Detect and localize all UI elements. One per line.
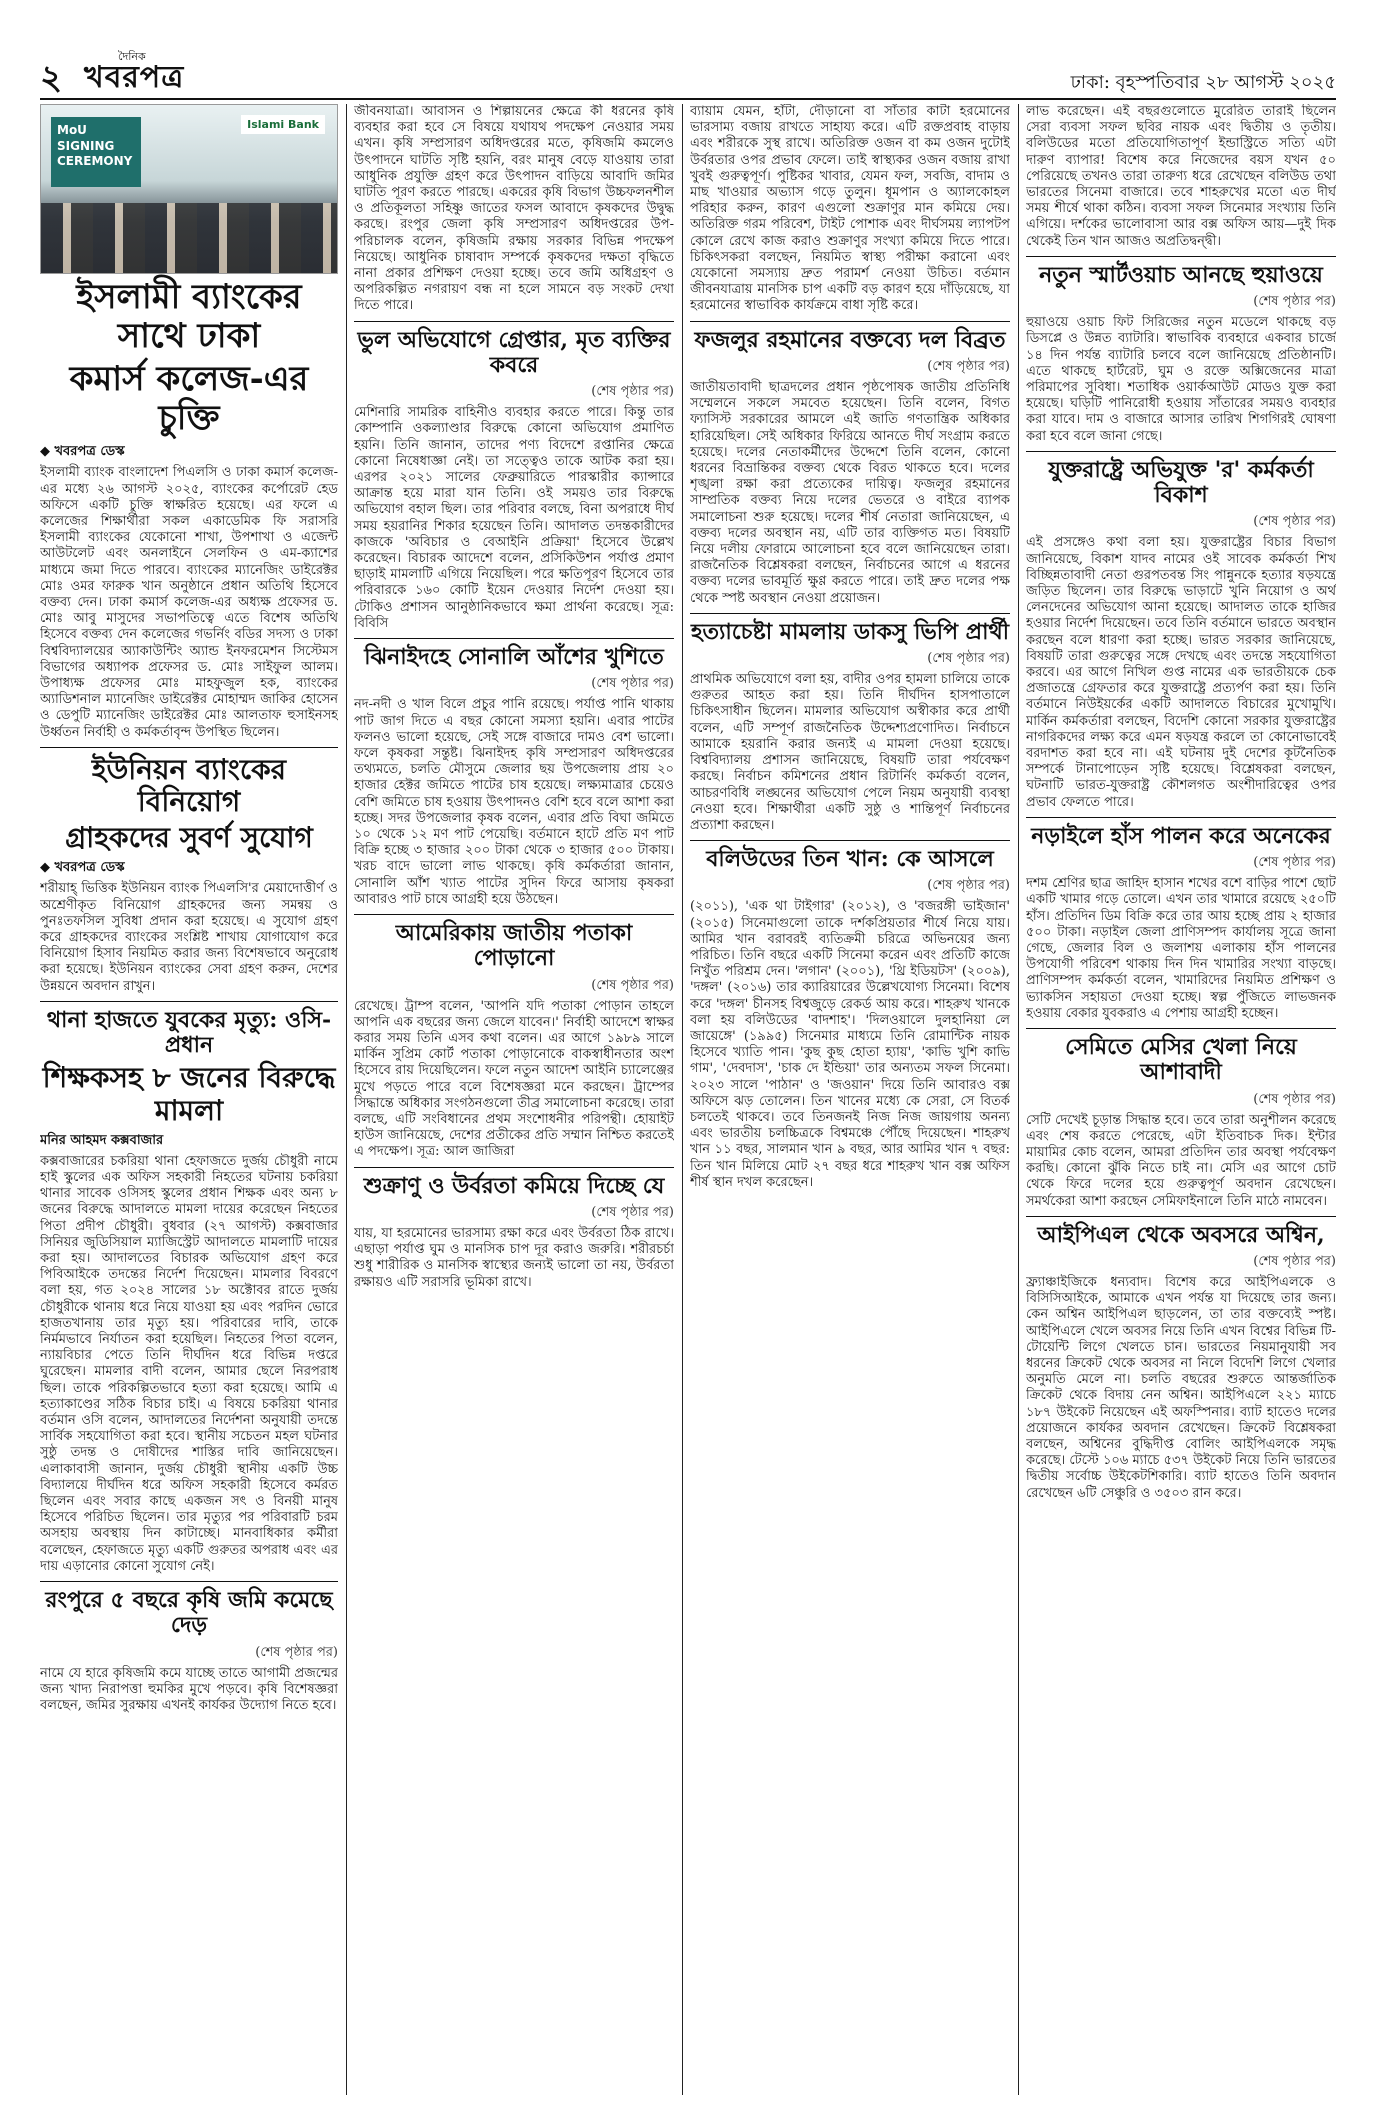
continued-jhinaidah: (শেষ পৃষ্ঠার পর): [591, 676, 674, 692]
article-body-narail: দশম শ্রেণির ছাত্র জাহিদ হাসান শখের বশে বাড়ির পাশে ছোট একটি খামার গড়ে তোলে। এখন তার খামারে রয়েছে ২৫০টি হাঁস। প্রতিদিন ডিম বিক্রি করে তার আয় হচ্ছে প্রায় ২ হাজার ৫০০ টাকা। নড়াইল জেলা প্রাণিসম্পদ কার্যালয় সূত্রে জানা গেছে, জেলার বিল ও জলাশয় এলাকায় হাঁস পালনের উপযোগী পরিবেশ থাকায় দিন দিন খামারির সংখ্যা বাড়ছে। প্রাণিসম্পদ কর্মকর্তা বলেন, খামারিদের নিয়মিত প্রশিক্ষণ ও ভ্যাকসিন সহায়তা দেওয়া হচ্ছে। স্বল্প পুঁজিতে লাভজনক হওয়ায় বেকার যুবকরাও এ পেশায় আগ্রহী হচ্ছেন।: [1026, 876, 1336, 1021]
divider: [354, 1167, 674, 1168]
continued-ashwin: (শেষ পৃষ্ঠার পর): [1253, 1254, 1336, 1270]
headline-ashwin: আইপিএল থেকে অবসরে অশ্বিন,: [1037, 1221, 1325, 1248]
continued-rangpur: (শেষ পৃষ্ঠার পর): [255, 1644, 338, 1660]
article-body-col4-top: লাভ করেছেন। এই বছরগুলোতে মুরেরিত তারাই ছিলেন সেরা ব্যবসা সফল ছবির নায়ক এবং দ্বিতীয় ও তৃতীয়। বলিউডের মতো প্রতিযোগিতাপূর্ণ ইন্ডাস্ট্রিতে সত্যি এটা দারুণ ব্যাপার! বিশেষ করে নিজেদের বয়স যখন ৫০ পেরিয়েছে তখনও তারা তারুণ্য ধরে রেখেছেন বলিউড তথা ভারতের সিনেমা বাজারে। তবে শাহরুখের মতো এত দীর্ঘ সময় শীর্ষে থাকা কঠিন। ব্যবসা সফল সিনেমার সংখ্যায় তিনি এগিয়ে। দর্শকের ভালোবাসা আর বক্স অফিস আয়—দুই দিক থেকেই তিন খান আজও অপ্রতিদ্বন্দ্বী।: [1026, 104, 1336, 249]
headline-thana-hajat-1: থানা হাজতে যুবকের মৃত্যু: ওসি-প্রধান: [46, 1006, 332, 1059]
headline-smartwatch: নতুন স্মার্টওয়াচ আনছে হুয়াওয়ে: [1039, 261, 1323, 288]
continued-bollywood: (শেষ পৃষ্ঠার পর): [927, 878, 1010, 894]
headline-union-bank-1: ইউনিয়ন ব্যাংকের বিনিয়োগ: [91, 752, 287, 819]
column-divider: [682, 104, 683, 2095]
headline-usa-raw: যুক্তরাষ্ট্রে অভিযুক্ত 'র' কর্মকর্তা বিকাশ: [1048, 456, 1314, 509]
headline-messi: সেমিতে মেসির খেলা নিয়ে আশাবাদী: [1065, 1033, 1297, 1086]
headline-bollywood: বলিউডের তিন খান: কে আসলে: [706, 846, 994, 873]
divider: [40, 747, 338, 748]
column-3: [690, 104, 1010, 2095]
headline-fazlur: ফজলুর রহমানের বক্তব্যে দল বিব্রত: [694, 326, 1006, 353]
article-body-col2-top: জীবনযাত্রা। আবাসন ও শিল্পায়নের ক্ষেত্রে কী ধরনের কৃষি ব্যবহার করা হবে সে বিষয়ে যথাযথ পদক্ষেপ নেওয়ার সময় এখন। কৃষি সম্প্রসারণ অধিদপ্তরের মতে, কৃষিজমি কমলেও উৎপাদনে ঘাটতি সৃষ্টি হয়নি, বরং মানুষ বেড়ে যাওয়ায় তারা আধুনিক প্রযুক্তি গ্রহণ করে উৎপাদন বাড়িয়ে আবাদি জমির ঘাটতি পূরণ করতে পারছে। একরের কৃষি বিভাগ উচ্চফলনশীল ও প্রতিকূলতা সহিষ্ণু জাতের ফসল আবাদে কৃষকদের উদ্বুদ্ধ করছে। রংপুর জেলা কৃষি সম্প্রসারণ অধিদপ্তরের উপ-পরিচালক বলেন, কৃষিজমি রক্ষায় সরকার বিভিন্ন পদক্ষেপ নিয়েছে। আধুনিক চাষাবাদ সম্পর্কে কৃষকদের দক্ষতা বৃদ্ধিতে নানা প্রকার প্রশিক্ষণ দেওয়া হচ্ছে। তবে জমি অধিগ্রহণ ও অপরিকল্পিত নগরায়ণ বন্ধ না হলে সামনে বড় সংকট দেখা দিতে পারে।: [354, 104, 674, 314]
headline-jhinaidah: ঝিনাইদহে সোনালি আঁশের খুশিতে: [364, 644, 664, 671]
article-body-jhinaidah: নদ-নদী ও খাল বিলে প্রচুর পানি রয়েছে। পর্যাপ্ত পানি থাকায় পাট জাগ দিতে এ বছর কোনো সমস্যা হয়নি। এবার পাটের ফলনও ভালো হয়েছে, সেই সঙ্গে বাজারে দামও বেশ ভালো। ফলে কৃষকরা সন্তুষ্ট। ঝিনাইদহ কৃষি সম্প্রসারণ অধিদপ্তরের তথ্যমতে, চলতি মৌসুমে জেলার ছয় উপজেলায় প্রায় ২০ হাজার হেক্টর জমিতে পাটের চাষ হয়েছে। লক্ষ্যমাত্রার চেয়েও বেশি জমিতে চাষ হওয়ায় উৎপাদনও বেশি হবে বলে আশা করা হচ্ছে। সদর উপজেলার কৃষক বলেন, এবার প্রতি বিঘা জমিতে ১০ থেকে ১২ মণ পাট পেয়েছি। বর্তমানে হাটে প্রতি মণ পাট বিক্রি হচ্ছে ৩ হাজার ২০০ টাকা থেকে ৩ হাজার ৫০০ টাকায়। খরচ বাদে ভালো লাভ থাকছে। কৃষি কর্মকর্তারা জানান, সোনালি আঁশ খ্যাত পাটের সুদিন ফিরে আসায় কৃষকরা আবারও পাট চাষে আগ্রহী হয়ে উঠছেন।: [354, 697, 674, 907]
article-body-america-flag: রেখেছে। ট্রাম্প বলেন, 'আপনি যদি পতাকা পোড়ান তাহলে আপনি এক বছরের জন্য জেলে যাবেন।' নির্বাহী আদেশে স্বাক্ষর করার সময় তিনি এসব কথা বলেন। এর আগে ১৯৮৯ সালে মার্কিন সুপ্রিম কোর্ট পতাকা পোড়ানোকে বাকস্বাধীনতার অংশ হিসেবে রায় দিয়েছিলেন। ফলে নতুন আদেশ আইনি চ্যালেঞ্জের মুখে পড়তে পারে বলে বিশেষজ্ঞরা মনে করছেন। ট্রাম্পের সিদ্ধান্তে অধিকার সংগঠনগুলো তীব্র সমালোচনা করেছে। তারা বলছে, এটি সংবিধানের প্রথম সংশোধনীর পরিপন্থী। হোয়াইট হাউস জানিয়েছে, দেশের প্রতীকের প্রতি সম্মান নিশ্চিত করতেই এ পদক্ষেপ। সূত্র: আল জাজিরা: [354, 998, 674, 1160]
article-body-ashwin: ফ্র্যাঞ্চাইজিকে ধন্যবাদ। বিশেষ করে আইপিএলকে ও বিসিসিআইকে, আমাকে এখন পর্যন্ত যা দিয়েছে তার জন্য। কেন অশ্বিন আইপিএল ছাড়লেন, তা তার বক্তব্যেই স্পষ্ট। আইপিএলে খেলে অবসর নিয়ে তিনি এখন বিশ্বের বিভিন্ন টি-টোয়েন্টি লিগে খেলতে চান। ভারতের নিয়মানুযায়ী সব ধরনের ক্রিকেট থেকে অবসর না নিলে বিদেশি লিগে খেলার অনুমতি মেলে না। চলতি বছরের শুরুতে আন্তর্জাতিক ক্রিকেট থেকে বিদায় নেন অশ্বিন। আইপিএলে ২২১ ম্যাচে ১৮৭ উইকেট নিয়েছেন এই অফস্পিনার। ব্যাট হাতেও দলের প্রয়োজনে কার্যকর অবদান রেখেছেন। ক্রিকেট বিশ্লেষকরা বলছেন, অশ্বিনের বুদ্ধিদীপ্ত বোলিং আইপিএলকে সমৃদ্ধ করেছে। টেস্টে ১০৬ ম্যাচে ৫৩৭ উইকেট নিয়ে তিনি ভারতের দ্বিতীয় সর্বোচ্চ উইকেটশিকারি। ব্যাট হাতেও তিনি অবদান রেখেছেন ৬টি সেঞ্চুরি ও ৩৫০৩ রান করে।: [1026, 1275, 1336, 1501]
headline-islami-bank-1: ইসলামী ব্যাংকের সাথে ঢাকা: [76, 277, 302, 357]
divider: [1026, 451, 1336, 452]
divider: [690, 840, 1010, 841]
continued-america-flag: (শেষ পৃষ্ঠার পর): [591, 977, 674, 993]
headline-islami-bank-2: কমার্স কলেজ-এর চুক্তি: [69, 359, 309, 439]
column-2: [354, 104, 674, 2095]
continued-dakshu: (শেষ পৃষ্ঠার পর): [927, 651, 1010, 667]
divider: [690, 613, 1010, 614]
dateline: ঢাকা: বৃহস্পতিবার ২৮ আগস্ট ২০২৫: [1070, 72, 1336, 93]
article-body-smartwatch: হুয়াওয়ে ওয়াচ ফিট সিরিজের নতুন মডেলে থাকছে বড় ডিসপ্লে ও উন্নত ব্যাটারি। স্বাভাবিক ব্যবহারে একবার চার্জে ১৪ দিন পর্যন্ত ব্যাটারি চলবে বলে জানিয়েছে প্রতিষ্ঠানটি। এতে থাকছে হার্টরেট, ঘুম ও রক্তে অক্সিজেনের মাত্রা পরিমাপের সুবিধা। শতাধিক ওয়ার্কআউট মোডও যুক্ত করা হয়েছে। ঘড়িটি পানিরোধী হওয়ায় সাঁতারের সময়ও ব্যবহার করা যাবে। দাম ও বাজারে আসার তারিখ শিগগিরই ঘোষণা করা হবে বলে জানা গেছে।: [1026, 315, 1336, 444]
divider: [1026, 1216, 1336, 1217]
headline-union-bank-2: গ্রাহকদের সুবর্ণ সুযোগ: [65, 821, 313, 855]
article-body-thana-hajat: কক্সবাজারের চকরিয়া থানা হেফাজতে দুর্জয় চৌধুরী নামে হাই স্কুলের এক অফিস সহকারী নিহতের ঘটনায় চকরিয়া থানার সাবেক ওসিসহ স্কুলের প্রধান শিক্ষক এবং অন্য ৮ জনের বিরুদ্ধে আদালতে মামলা দায়ের করেছেন নিহতের পিতা প্রদীপ চৌধুরী। বুধবার (২৭ আগস্ট) কক্সবাজার সিনিয়র জুডিসিয়াল ম্যাজিস্ট্রেট আদালতে মামলাটি দায়ের করা হয়। আদালতের বিচারক অভিযোগ গ্রহণ করে পিবিআইকে তদন্তের নির্দেশ দিয়েছেন। মামলার বিবরণে বলা হয়, গত ২০২৪ সালের ১৮ অক্টোবর রাতে দুর্জয় চৌধুরীকে থানায় ধরে নিয়ে যাওয়া হয় এবং পরদিন ভোরে হাজতখানায় তার মৃত্যু হয়। পরিবারের দাবি, তাকে নির্মমভাবে নির্যাতন করা হয়েছিল। নিহতের পিতা বলেন, ন্যায়বিচার পেতে তিনি দীর্ঘদিন ধরে বিভিন্ন দপ্তরে ঘুরেছেন। মামলার বাদী বলেন, আমার ছেলে নিরপরাধ ছিল। তাকে পরিকল্পিতভাবে হত্যা করা হয়েছে। আমি এ হত্যাকাণ্ডের সঠিক বিচার চাই। এ বিষয়ে চকরিয়া থানার বর্তমান ওসি বলেন, আদালতের নির্দেশনা অনুযায়ী তদন্তে সার্বিক সহযোগিতা করা হবে। স্থানীয় সচেতন মহল ঘটনার সুষ্ঠু তদন্ত ও দোষীদের শাস্তির দাবি জানিয়েছেন। এলাকাবাসী জানান, দুর্জয় চৌধুরী স্থানীয় একটি উচ্চ বিদ্যালয়ে দীর্ঘদিন ধরে অফিস সহকারী হিসেবে কর্মরত ছিলেন এবং সবার কাছে একজন সৎ ও বিনয়ী মানুষ হিসেবে পরিচিত ছিলেন। তার মৃত্যুর পর পরিবারটি চরম অসহায় অবস্থায় দিন কাটাচ্ছে। মানবাধিকার কর্মীরা বলেছেন, হেফাজতে মৃত্যু একটি গুরুতর অপরাধ এবং এর দায় এড়ানোর কোনো সুযোগ নেই।: [40, 1153, 338, 1574]
headline-america-flag: আমেরিকায় জাতীয় পতাকা পোড়ানো: [395, 920, 633, 972]
headline-vul-obhijog: ভুল অভিযোগে গ্রেপ্তার, মৃত ব্যক্তির কবরে: [357, 326, 671, 378]
photo-banner: MoU SIGNING CEREMONY: [51, 117, 141, 187]
article-body-usa-raw: এই প্রসঙ্গেও কথা বলা হয়। যুক্তরাষ্ট্রের বিচার বিভাগ জানিয়েছে, বিকাশ যাদব নামের ওই সাবেক কর্মকর্তা শিখ বিচ্ছিন্নতাবাদী নেতা গুরপতবন্ত সিং পান্নুনকে হত্যার ষড়যন্ত্রে জড়িত ছিলেন। তার বিরুদ্ধে ভাড়াটে খুনি নিয়োগ ও অর্থ লেনদেনের অভিযোগ আনা হয়েছে। আদালত তাকে হাজির হওয়ার নির্দেশ দিয়েছেন। তবে তিনি বর্তমানে ভারতে অবস্থান করছেন বলে ধারণা করা হচ্ছে। ভারত সরকার জানিয়েছে, বিষয়টি তারা গুরুত্বের সঙ্গে দেখছে এবং তদন্তে সহযোগিতা করবে। এর আগে নিখিল গুপ্ত নামের এক ভারতীয়কে চেক প্রজাতন্ত্রে গ্রেফতার করে যুক্তরাষ্ট্রে প্রত্যর্পণ করা হয়। তিনি বর্তমানে নিউইয়র্কের একটি আদালতে বিচারের মুখোমুখি। মার্কিন কর্মকর্তারা বলছেন, বিদেশি কোনো সরকার যুক্তরাষ্ট্রের নাগরিকদের লক্ষ্য করে এমন ষড়যন্ত্র করলে তা কোনোভাবেই বরদাশত করা হবে না। এই ঘটনায় দুই দেশের কূটনৈতিক সম্পর্কে টানাপোড়েন সৃষ্টি হয়েছে। বিশ্লেষকরা বলছেন, ঘটনাটি ভারত-যুক্তরাষ্ট্র কৌশলগত অংশীদারিত্বের ওপর প্রভাব ফেলতে পারে।: [1026, 535, 1336, 810]
headline-rangpur: রংপুরে ৫ বছরে কৃষি জমি কমেছে দেড়: [45, 1587, 333, 1639]
divider: [1026, 256, 1336, 257]
divider: [690, 321, 1010, 322]
headline-dakshu: হত্যাচেষ্টা মামলায় ডাকসু ভিপি প্রার্থী: [690, 618, 1010, 645]
continued-usa-raw: (শেষ পৃষ্ঠার পর): [1253, 514, 1336, 530]
continued-narail: (শেষ পৃষ্ঠার পর): [1253, 855, 1336, 871]
byline-thana-hajat: মনির আহমদ কক্সবাজার: [40, 1132, 164, 1148]
brand-prefix: দৈনিক: [118, 50, 146, 63]
newspaper-logo: খবরপত্র: [84, 60, 185, 95]
column-4: [1026, 104, 1336, 2095]
article-body-islami-bank: ইসলামী ব্যাংক বাংলাদেশ পিএলসি ও ঢাকা কমার্স কলেজ-এর মধ্যে ২৬ আগস্ট ২০২৫, ব্যাংকের কর্পোরেট হেড অফিসে একটি চুক্তি স্বাক্ষরিত হয়েছে। এর ফলে এ কলেজের শিক্ষার্থীরা সকল একাডেমিক ফি সরাসরি ইসলামী ব্যাংকের যেকোনো শাখা, উপশাখা ও এজেন্ট আউটলেট এবং অনলাইনে সেলফিন ও এম-ক্যাশের মাধ্যমে জমা দিতে পারবে। ব্যাংকের ম্যানেজিং ডাইরেক্টর মোঃ ওমর ফারুক খান অনুষ্ঠানে প্রধান অতিথি হিসেবে বক্তব্য দেন। ঢাকা কমার্স কলেজ-এর অধ্যক্ষ প্রফেসর ড. মোঃ আবু মাসুদের সভাপতিত্বে এতে বিশেষ অতিথি হিসেবে বক্তব্য দেন কলেজের গভর্নিং বডির সদস্য ও ঢাকা বিশ্ববিদ্যালয়ের অ্যাকাউন্টিং অ্যান্ড ইনফরমেশন সিস্টেমস বিভাগের অধ্যাপক প্রফেসর ড. মোঃ সাইফুল আলম। উপাধ্যক্ষ প্রফেসর মোঃ মাহফুজুল হক, ব্যাংকের অ্যাডিশনাল ম্যানেজিং ডাইরেক্টর মোহাম্মদ জাকির হোসেন ও ডেপুটি ম্যানেজিং ডাইরেক্টর মোঃ আলতাফ হুসাইনসহ উর্ধ্বতন নির্বাহী ও কর্মকর্তাবৃন্দ উপস্থিত ছিলেন।: [40, 465, 338, 740]
byline-islami-bank: ◆ খবরপত্র ডেস্ক: [40, 444, 125, 460]
continued-messi: (শেষ পৃষ্ঠার পর): [1253, 1091, 1336, 1107]
divider: [40, 1001, 338, 1002]
byline-union-bank: ◆ খবরপত্র ডেস্ক: [40, 860, 125, 876]
continued-vul-obhijog: (শেষ পৃষ্ঠার পর): [591, 384, 674, 400]
column-1: [40, 104, 338, 2095]
divider: [354, 914, 674, 915]
divider: [354, 321, 674, 322]
divider: [40, 1581, 338, 1582]
article-body-vul-obhijog: মেশিনারি সামরিক বাহিনীও ব্যবহার করতে পারে। কিন্তু তার কোম্পানি ওকল্যাণ্ডার বিরুদ্ধে কোনো অভিযোগ প্রমাণিত হয়নি। তিনি জানান, তাদের পণ্য বিদেশে রপ্তানির ক্ষেত্রে কোনো নিষেধাজ্ঞা নেই। তা সত্ত্বেও তাকে আটক করা হয়। এরপর ২০২১ সালের ফেব্রুয়ারিতে পারস্কারীর ক্যান্সারে আক্রান্ত হয়ে মারা যান তিনি। ওই সময়ও তার বিরুদ্ধে অভিযোগ বহাল ছিল। তার পরিবার বলছে, বিনা অপরাধে দীর্ঘ সময় হয়রানির শিকার হয়েছেন তিনি। আদালত তদন্তকারীদের কাজকে 'অবিচার ও বেআইনি প্রক্রিয়া' হিসেবে উল্লেখ করেছেন। বিচারক আদেশে বলেন, প্রসিকিউশন পর্যাপ্ত প্রমাণ ছাড়াই মামলাটি এগিয়ে নিয়েছিল। পরে ক্ষতিপূরণ হিসেবে তার পরিবারকে ১৬০ কোটি ইয়েন দেওয়ার নির্দেশ দেওয়া হয়। টোকিও প্রশাসন আনুষ্ঠানিকভাবে ক্ষমা প্রার্থনা করেছে। সূত্র: বিবিসি: [354, 405, 674, 631]
article-body-messi: সেটি দেখেই চূড়ান্ত সিদ্ধান্ত হবে। তবে তারা অনুশীলন করেছে এবং শেষ করতে পেরেছে, এটা ইতিবাচক দিক। ইন্টার মায়ামির কোচ বলেন, আমরা প্রতিদিন তার অবস্থা পর্যবেক্ষণ করছি। কোনো ঝুঁকি নিতে চাই না। মেসি এর আগে চোট থেকে ফিরে দলের হয়ে গুরুত্বপূর্ণ অবদান রেখেছেন। সমর্থকেরা আশা করছেন সেমিফাইনালে তিনি মাঠে নামবেন।: [1026, 1112, 1336, 1209]
mou-signing-photo: [40, 104, 338, 274]
continued-shukranu: (শেষ পৃষ্ঠার পর): [591, 1204, 674, 1220]
continued-fazlur: (শেষ পৃষ্ঠার পর): [927, 358, 1010, 374]
headline-thana-hajat-2: শিক্ষকসহ ৮ জনের বিরুদ্ধে মামলা: [42, 1061, 336, 1127]
divider: [354, 638, 674, 639]
article-body-fazlur: জাতীয়তাবাদী ছাত্রদলের প্রধান পৃষ্ঠপোষক জাতীয় প্রতিনিধি সম্মেলনে সকলে সমবেত হয়েছেন। তিনি বলেন, বিগত ফ্যাসিস্ট সরকারের আমলে এই জাতি গণতান্ত্রিক অধিকার হারিয়েছিল। সেই অধিকার ফিরিয়ে আনতে দীর্ঘ সংগ্রাম করতে হয়েছে। দলের নেতাকর্মীদের উদ্দেশে তিনি বলেন, কোনো ধরনের বিভ্রান্তিকর বক্তব্য থেকে বিরত থাকতে হবে। দলের শৃঙ্খলা রক্ষা করা প্রত্যেকের দায়িত্ব। ফজলুর রহমানের সাম্প্রতিক বক্তব্য নিয়ে দলের ভেতরে ও বাইরে ব্যাপক সমালোচনা শুরু হয়েছে। দলের শীর্ষ নেতারা জানিয়েছেন, এ বক্তব্য দলের অবস্থান নয়, এটি তার ব্যক্তিগত মত। বিষয়টি নিয়ে দলীয় ফোরামে আলোচনা হবে বলে জানিয়েছেন তারা। রাজনৈতিক বিশ্লেষকরা বলছেন, নির্বাচনের আগে এ ধরনের বক্তব্য দলের ভাবমূর্তি ক্ষুণ্ণ করতে পারে। তাই দ্রুত দলের পক্ষ থেকে স্পষ্ট অবস্থান নেওয়া প্রয়োজন।: [690, 379, 1010, 606]
masthead: [40, 50, 1336, 100]
divider: [1026, 817, 1336, 818]
headline-narail: নড়াইলে হাঁস পালন করে অনেকের: [1031, 822, 1331, 849]
article-body-dakshu: প্রাথমিক অভিযোগে বলা হয়, বাদীর ওপর হামলা চালিয়ে তাকে গুরুতর আহত করা হয়। তিনি দীর্ঘদিন হাসপাতালে চিকিৎসাধীন ছিলেন। মামলার অভিযোগ অস্বীকার করে প্রার্থী বলেন, এটি সম্পূর্ণ রাজনৈতিক উদ্দেশ্যপ্রণোদিত। নির্বাচনে আমাকে হয়রানি করার জন্যই এ মামলা দেওয়া হয়েছে। বিশ্ববিদ্যালয় প্রশাসন জানিয়েছে, বিষয়টি তারা পর্যবেক্ষণ করছে। নির্বাচন কমিশনের প্রধান রিটার্নিং কর্মকর্তা বলেন, আচরণবিধি লঙ্ঘনের অভিযোগ পেলে নিয়ম অনুযায়ী ব্যবস্থা নেওয়া হবে। শিক্ষার্থীরা একটি সুষ্ঠু ও শান্তিপূর্ণ নির্বাচনের প্রত্যাশা করছেন।: [690, 672, 1010, 833]
headline-shukranu: শুক্রাণু ও উর্বরতা কমিয়ে দিচ্ছে যে: [363, 1172, 665, 1199]
divider: [1026, 1028, 1336, 1029]
column-divider: [1018, 104, 1019, 2095]
continued-smartwatch: (শেষ পৃষ্ঠার পর): [1253, 294, 1336, 310]
article-body-bollywood: (২০১১), 'এক থা টাইগার' (২০১২), ও 'বজরঙ্গী ভাইজান' (২০১৫) সিনেমাগুলো তাকে দর্শকপ্রিয়তার শীর্ষে নিয়ে যায়। আমির খান বরাবরই ব্যতিক্রমী চরিত্রে অভিনয়ের জন্য পরিচিত। তিনি বছরে একটি সিনেমা করেন এবং প্রতিটি কাজে নিখুঁত পরিশ্রম দেন। 'লগান' (২০০১), 'থ্রি ইডিয়টস' (২০০৯), 'দঙ্গল' (২০১৬) তার ক্যারিয়ারের উল্লেখযোগ্য সিনেমা। বিশেষ করে 'দঙ্গল' চীনসহ বিশ্বজুড়ে রেকর্ড আয় করে। শাহরুখ খানকে বলা হয় বলিউডের 'বাদশাহ'। 'দিলওয়ালে দুলহানিয়া লে জায়েঙ্গে' (১৯৯৫) সিনেমার মাধ্যমে তিনি রোমান্টিক নায়ক হিসেবে খ্যাতি পান। 'কুছ কুছ হোতা হ্যায়', 'কাভি খুশি কাভি গাম', 'দেবদাস', 'চাক দে ইন্ডিয়া' তার অন্যতম সফল সিনেমা। ২০২৩ সালে 'পাঠান' ও 'জওয়ান' দিয়ে তিনি আবারও বক্স অফিসে ঝড় তোলেন। তিন খানের মধ্যে কে সেরা, সে বিতর্ক চলতেই থাকবে। তবে তিনজনই নিজ নিজ জায়গায় অনন্য এবং ভারতীয় চলচ্চিত্রকে বিশ্বমঞ্চে পৌঁছে দিয়েছেন। শাহরুখ খান ১১ বছর, সালমান খান ৯ বছর, আর আমির খান ৭ বছর: তিন খান মিলিয়ে মোট ২৭ বছর ধরে শাহরুখ খান বক্স অফিস শীর্ষ স্থান দখল করেছেন।: [690, 899, 1010, 1190]
page-number: ২: [40, 58, 63, 98]
islami-bank-logo: Islami Bank: [241, 115, 325, 134]
article-body-rangpur: নামে যে হারে কৃষিজমি কমে যাচ্ছে তাতে আগামী প্রজন্মের জন্য খাদ্য নিরাপত্তা হুমকির মুখে পড়বে। কৃষি বিশেষজ্ঞরা বলছেন, জমির সুরক্ষায় এখনই কার্যকর উদ্যোগ নিতে হবে।: [40, 1665, 338, 1714]
article-body-union-bank: শরীয়াহ্ ভিত্তিক ইউনিয়ন ব্যাংক পিএলসি'র মেয়াদোত্তীর্ণ ও অশ্রেণীকৃত বিনিয়োগ গ্রাহকদের জন্য সমন্বয় ও পুনঃতফসিল সুবিধা প্রদান করা হয়েছে। এ সুযোগ গ্রহণ করে গ্রাহকদের ব্যাংকের সংশ্লিষ্ট শাখায় যোগাযোগ করে বিনিয়োগ হিসাব নিয়মিত করার জন্য বিশেষভাবে অনুরোধ করা হয়েছে। ইউনিয়ন ব্যাংকের সেবা গ্রহণ করুন, দেশের উন্নয়নে অবদান রাখুন।: [40, 881, 338, 994]
photo-people: [41, 203, 337, 273]
column-divider: [346, 104, 347, 2095]
article-body-col3-top: ব্যায়াম যেমন, হাঁটা, দৌড়ানো বা সাঁতার কাটা হরমোনের ভারসাম্য বজায় রাখতে সাহায্য করে। এটি রক্তপ্রবাহ বাড়ায় এবং শরীরকে সুস্থ রাখে। অতিরিক্ত ওজন বা কম ওজন দুটোই উর্বরতার ওপর প্রভাব ফেলে। তাই স্বাস্থ্যকর ওজন বজায় রাখা খুবই গুরুত্বপূর্ণ। পুষ্টিকর খাবার, যেমন ফল, সবজি, বাদাম ও মাছ খাওয়ার অভ্যাস গড়ে তুলুন। ধূমপান ও অ্যালকোহল পরিহার করুন, কারণ এগুলো শুক্রাণুর মান কমিয়ে দেয়। অতিরিক্ত গরম পরিবেশ, টাইট পোশাক এবং দীর্ঘসময় ল্যাপটপ কোলে রেখে কাজ করাও শুক্রাণুর সংখ্যা কমিয়ে দিতে পারে। চিকিৎসকরা বলছেন, নিয়মিত স্বাস্থ্য পরীক্ষা করানো এবং যেকোনো সমস্যায় দ্রুত পরামর্শ নেওয়া উচিত। বর্তমান জীবনযাত্রায় মানসিক চাপ একটি বড় কারণ হয়ে দাঁড়িয়েছে, যা হরমোনের স্বাভাবিক কার্যক্রমে বাধা সৃষ্টি করে।: [690, 104, 1010, 314]
article-body-shukranu: যায়, যা হরমোনের ভারসাম্য রক্ষা করে এবং উর্বরতা ঠিক রাখে। এছাড়া পর্যাপ্ত ঘুম ও মানসিক চাপ দূর করাও জরুরি। শরীরচর্চা শুধু শারীরিক ও মানসিক স্বাস্থ্যের জন্যই ভালো তা নয়, উর্বরতা রক্ষায়ও এটি সরাসরি ভূমিকা রাখে।: [354, 1225, 674, 1290]
